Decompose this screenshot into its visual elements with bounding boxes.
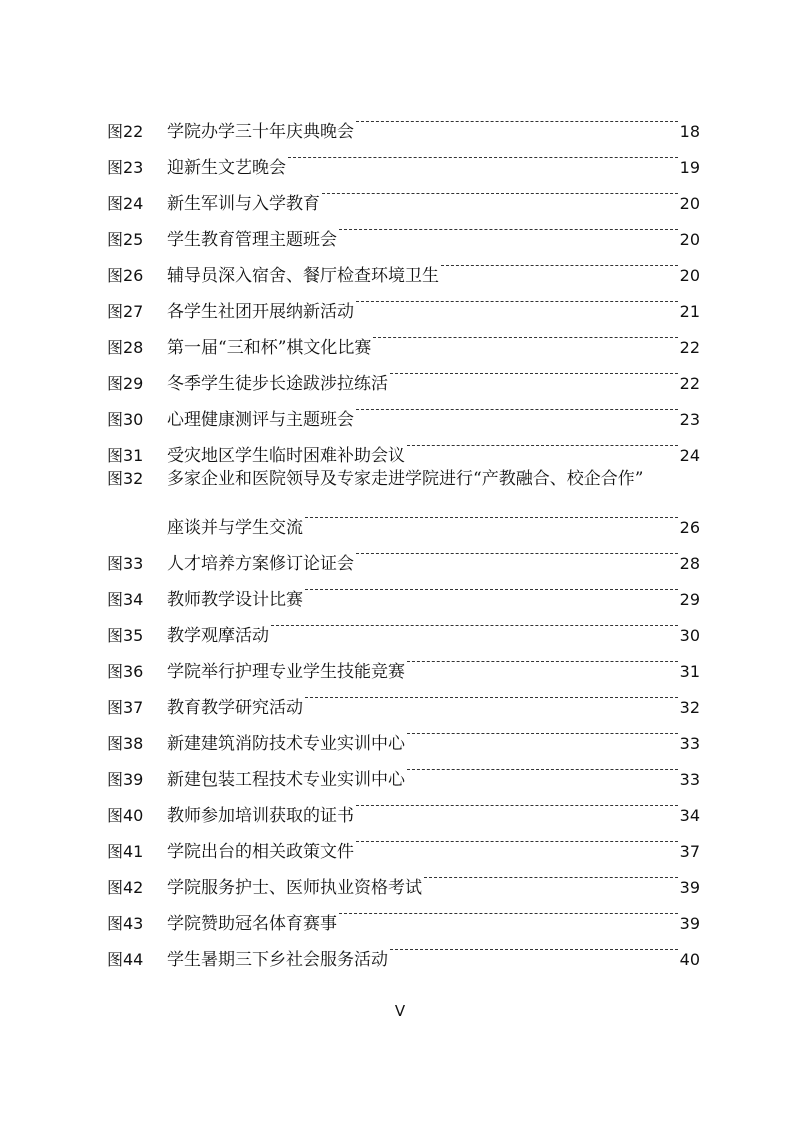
list-item-continuation[interactable] <box>107 497 700 538</box>
page-number: 33 <box>679 770 700 789</box>
figure-number: 图33 <box>107 554 144 573</box>
figure-list <box>107 101 700 970</box>
leader-line <box>339 893 678 929</box>
footer-page-number: V <box>394 1002 406 1020</box>
figure-number: 图24 <box>107 194 144 213</box>
page-number: 37 <box>679 842 700 861</box>
figure-number: 图34 <box>107 590 144 609</box>
figure-number: 图43 <box>107 914 144 933</box>
figure-number: 图26 <box>107 266 144 285</box>
leader-line <box>407 713 678 749</box>
figure-number: 图38 <box>107 734 144 753</box>
leader-line <box>305 677 678 713</box>
figure-title: 学生暑期三下乡社会服务活动 <box>167 950 388 970</box>
page-number: 20 <box>679 194 700 213</box>
page-number: 24 <box>679 446 700 465</box>
leader-line <box>441 245 678 281</box>
figure-title: 学院办学三十年庆典晚会 <box>167 122 354 142</box>
figure-number: 图40 <box>107 806 144 825</box>
page-number: 28 <box>679 554 700 573</box>
leader-line <box>356 101 678 137</box>
figure-number: 图25 <box>107 230 144 249</box>
figure-number: 图22 <box>107 122 144 141</box>
page-number: 40 <box>679 950 700 969</box>
leader-line <box>390 929 678 965</box>
page-number: 23 <box>679 410 700 429</box>
figure-title: 教学观摩活动 <box>167 626 269 646</box>
figure-number: 图36 <box>107 662 144 681</box>
figure-number: 图29 <box>107 374 144 393</box>
figure-title: 迎新生文艺晚会 <box>167 158 286 178</box>
figure-title: 冬季学生徒步长途跋涉拉练活 <box>167 374 388 394</box>
figure-title: 教师教学设计比赛 <box>167 590 303 610</box>
figure-title: 新建建筑消防技术专业实训中心 <box>167 734 405 754</box>
page-number: 21 <box>679 302 700 321</box>
figure-title: 学院出台的相关政策文件 <box>167 842 354 862</box>
list-item[interactable] <box>107 461 700 497</box>
leader-line <box>407 641 678 677</box>
figure-number: 图31 <box>107 446 144 465</box>
page-number: 31 <box>679 662 700 681</box>
leader-line <box>288 137 678 173</box>
figure-title: 受灾地区学生临时困难补助会议 <box>167 446 405 466</box>
figure-title: 新建包装工程技术专业实训中心 <box>167 770 405 790</box>
page-number: 19 <box>679 158 700 177</box>
figure-title: 新生军训与入学教育 <box>167 194 320 214</box>
page-number: 29 <box>679 590 700 609</box>
figure-number: 图32 <box>107 469 144 488</box>
leader-line <box>356 389 678 425</box>
leader-line <box>271 605 678 641</box>
page-number: 20 <box>679 266 700 285</box>
figure-title: 第一届“三和杯”棋文化比赛 <box>167 338 372 358</box>
page-number: 32 <box>679 698 700 717</box>
figure-title: 学院举行护理专业学生技能竞赛 <box>167 662 405 682</box>
page-number: 33 <box>679 734 700 753</box>
figure-title: 学生教育管理主题班会 <box>167 230 337 250</box>
figure-title: 心理健康测评与主题班会 <box>167 410 354 430</box>
figure-title: 教师参加培训获取的证书 <box>167 806 354 826</box>
figure-number: 图44 <box>107 950 144 969</box>
leader-line <box>305 497 678 533</box>
figure-number: 图30 <box>107 410 144 429</box>
leader-line <box>339 209 678 245</box>
leader-line <box>373 317 677 353</box>
list-item[interactable] <box>107 101 700 142</box>
figure-title: 辅导员深入宿舍、餐厅检查环境卫生 <box>167 266 439 286</box>
page-number: 22 <box>679 374 700 393</box>
leader-line <box>390 353 678 389</box>
figure-number: 图39 <box>107 770 144 789</box>
figure-number: 图35 <box>107 626 144 645</box>
figure-title: 多家企业和医院领导及专家走进学院进行“产教融合、校企合作” <box>167 469 644 489</box>
figure-number: 图27 <box>107 302 144 321</box>
figure-number: 图41 <box>107 842 144 861</box>
leader-line <box>356 533 678 569</box>
figure-title: 教育教学研究活动 <box>167 698 303 718</box>
page-number: 34 <box>679 806 700 825</box>
page-number: 39 <box>679 878 700 897</box>
figure-number: 图42 <box>107 878 144 897</box>
leader-line <box>407 425 678 461</box>
leader-line <box>322 173 678 209</box>
page-number: 18 <box>679 122 700 141</box>
figure-title: 人才培养方案修订论证会 <box>167 554 354 574</box>
figure-number: 图37 <box>107 698 144 717</box>
leader-line <box>356 821 678 857</box>
page-number: 39 <box>679 914 700 933</box>
figure-title-continuation: 座谈并与学生交流 <box>167 518 303 538</box>
leader-line <box>356 281 678 317</box>
figure-number: 图23 <box>107 158 144 177</box>
page-number: 26 <box>679 518 700 537</box>
leader-line <box>424 857 678 893</box>
page-number: 20 <box>679 230 700 249</box>
figure-number: 图28 <box>107 338 144 357</box>
figure-title: 学院赞助冠名体育赛事 <box>167 914 337 934</box>
figure-title: 各学生社团开展纳新活动 <box>167 302 354 322</box>
leader-line <box>356 785 678 821</box>
page-number: 30 <box>679 626 700 645</box>
page-number: 22 <box>679 338 700 357</box>
figure-title: 学院服务护士、医师执业资格考试 <box>167 878 422 898</box>
leader-line <box>305 569 678 605</box>
leader-line <box>407 749 678 785</box>
